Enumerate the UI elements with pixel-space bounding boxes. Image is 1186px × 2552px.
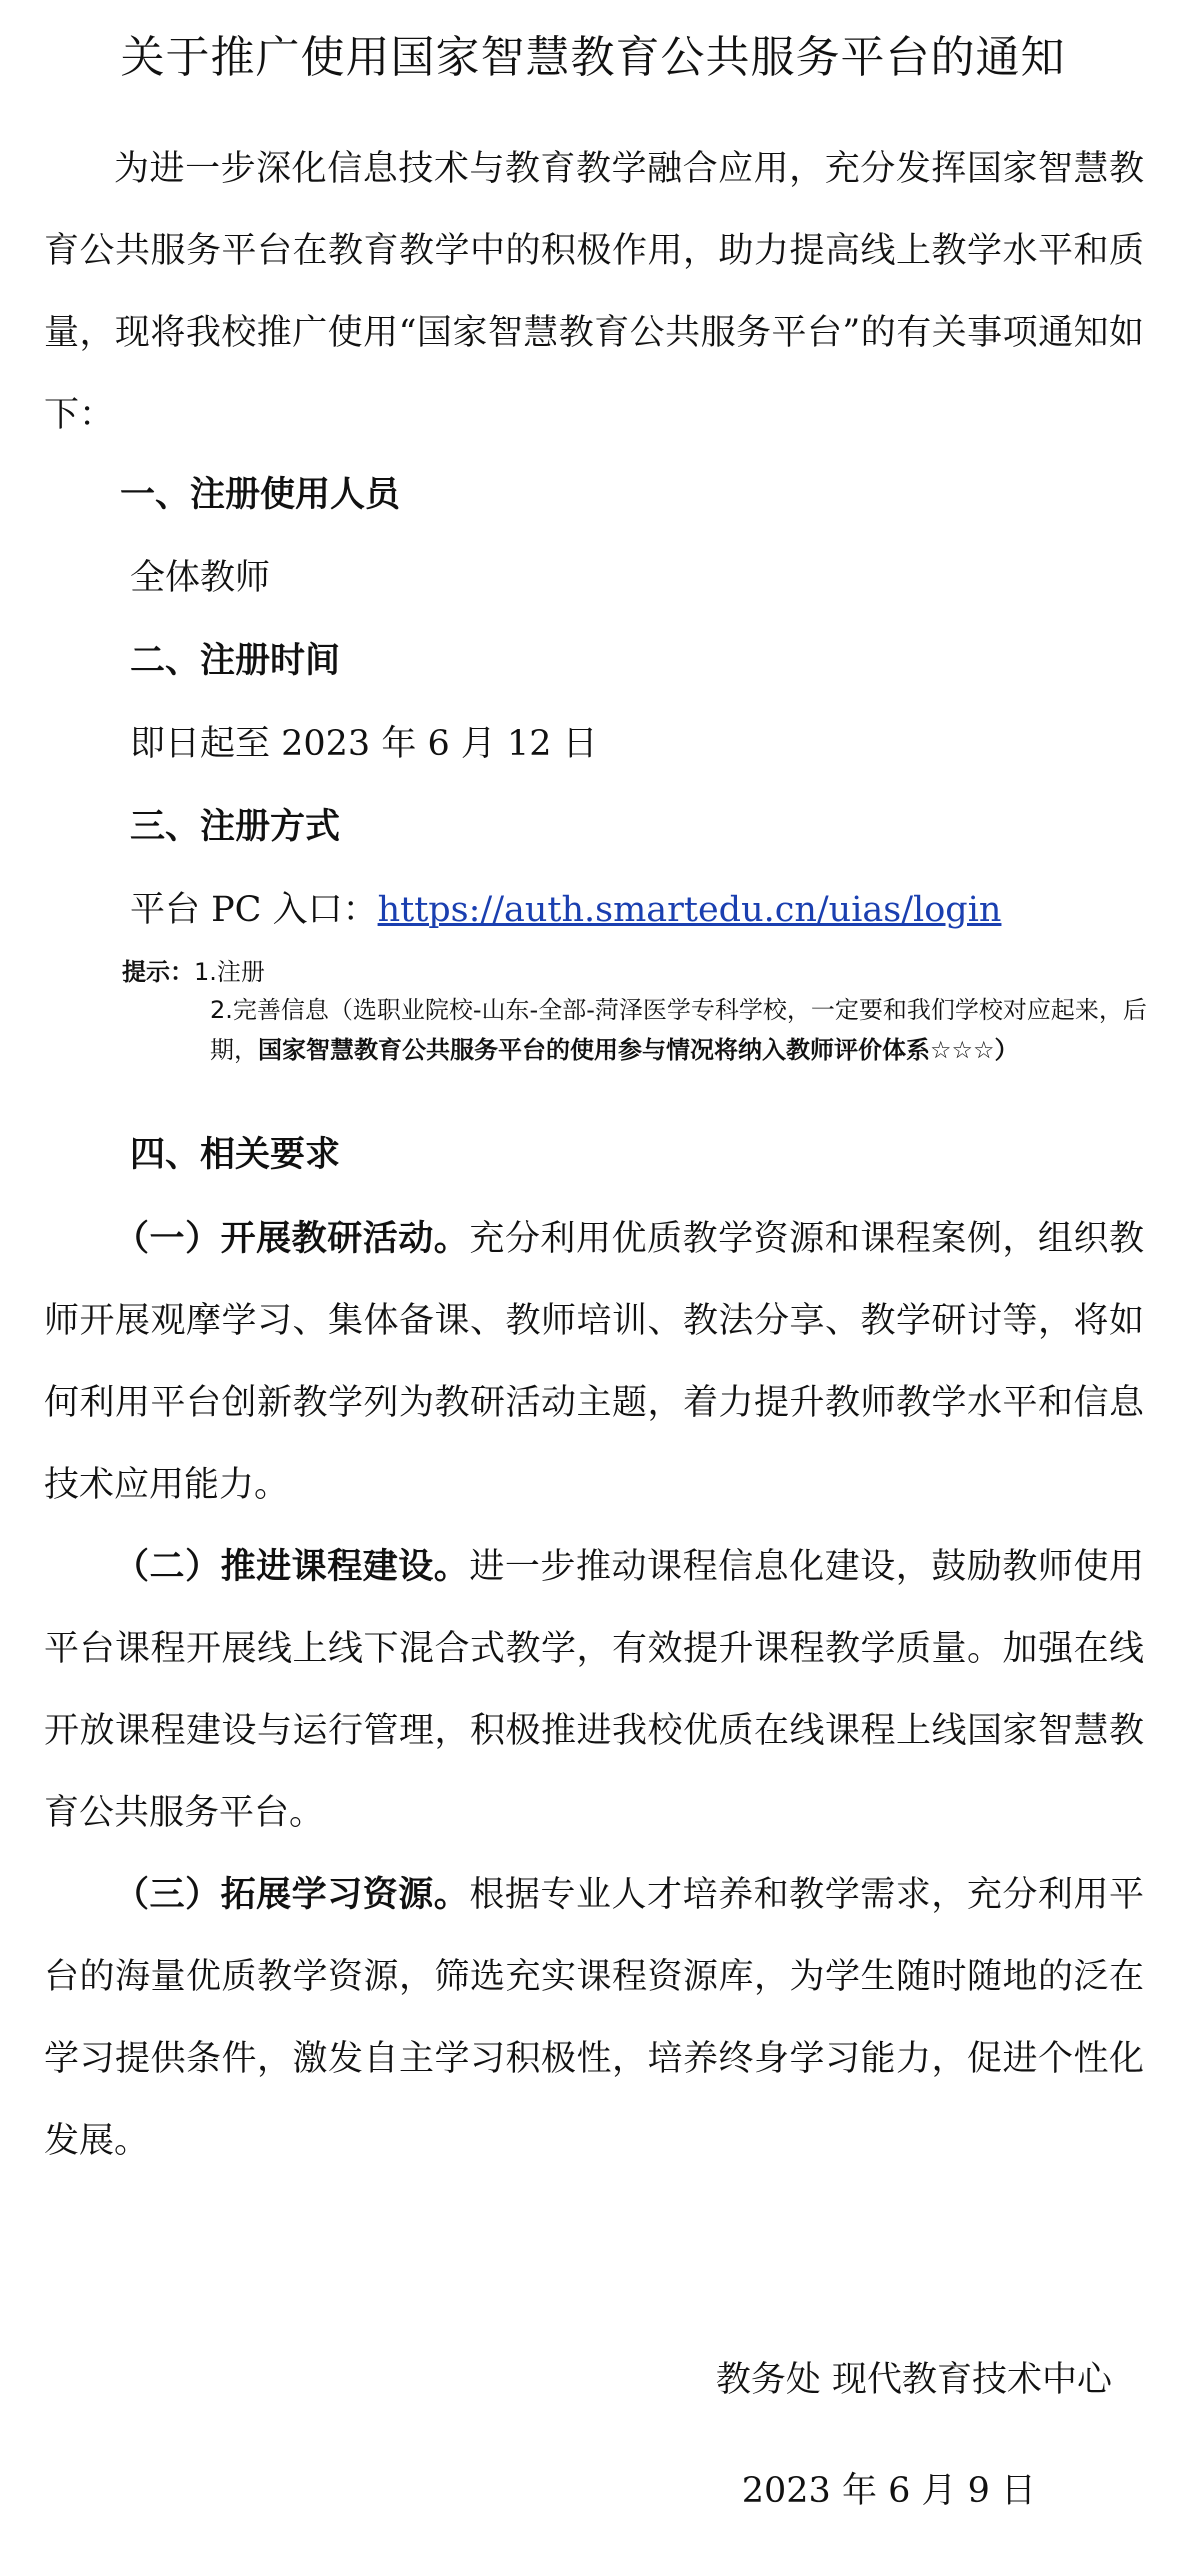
- entry-label: 平台 PC 入口：: [130, 890, 378, 930]
- requirement-item: [44, 1854, 1144, 2182]
- requirement-item: [44, 1526, 1144, 1854]
- requirement-lead: （一）开展教研活动。: [114, 1218, 470, 1259]
- requirement-text: 进一步推动课程信息化建设，鼓励教师使用平台课程开展线上线下混合式教学，有效提升课程教学质量。加强在线开放课程建设与运行管理，积极推进我校优质在线课程上线国家智慧教育公共服务平台。: [44, 1547, 1144, 1833]
- section1-heading: 一、注册使用人员: [120, 474, 401, 515]
- requirement-lead: （二）推进课程建设。: [114, 1546, 470, 1587]
- tips-step2-emphasis: 国家智慧教育公共服务平台的使用参与情况将纳入教师评价体系☆☆☆）: [258, 1036, 1019, 1064]
- section2-content: 即日起至 2023 年 6 月 12 日: [130, 724, 598, 764]
- platform-login-link[interactable]: https://auth.smartedu.cn/uias/login: [377, 890, 1002, 930]
- section1-content: 全体教师: [130, 558, 271, 598]
- requirement-text: 根据专业人才培养和教学需求，充分利用平台的海量优质教学资源，筛选充实课程资源库，为学生随时随地的泛在学习提供条件，激发自主学习积极性，培养终身学习能力，促进个性化发展。: [44, 1875, 1144, 2161]
- issuer: 教务处 现代教育技术中心: [715, 2360, 1112, 2400]
- requirement-item: [44, 1198, 1144, 1526]
- section3-heading: 三、注册方式: [130, 806, 341, 847]
- section4-heading: 四、相关要求: [130, 1134, 341, 1175]
- tips-label: 提示：: [122, 958, 194, 986]
- tips-step1: 1.注册: [194, 958, 265, 986]
- section3-entry: [130, 885, 1001, 935]
- requirement-lead: （三）拓展学习资源。: [114, 1874, 470, 1915]
- tips-step2-text: 2.完善信息（选职业院校-山东-全部-菏泽医学专科学校，一定要和我们学校对应起来，后期，: [210, 996, 1147, 1064]
- document-title: 关于推广使用国家智慧教育公共服务平台的通知: [120, 32, 1066, 83]
- intro-paragraph: 为进一步深化信息技术与教育教学融合应用，充分发挥国家智慧教育公共服务平台在教育教学中的积极作用，助力提高线上教学水平和质量，现将我校推广使用“国家智慧教育公共服务平台”的有关事项通知如下：: [44, 149, 1144, 435]
- requirement-text: 充分利用优质教学资源和课程案例，组织教师开展观摩学习、集体备课、教师培训、教法分享、教学研讨等，将如何利用平台创新教学列为教研活动主题，着力提升教师教学水平和信息技术应用能力。: [44, 1219, 1144, 1505]
- tips-step2: [210, 990, 1170, 1070]
- tips-line: [122, 952, 265, 992]
- section2-heading: 二、注册时间: [130, 640, 341, 681]
- issue-date: 2023 年 6 月 9 日: [741, 2471, 1036, 2511]
